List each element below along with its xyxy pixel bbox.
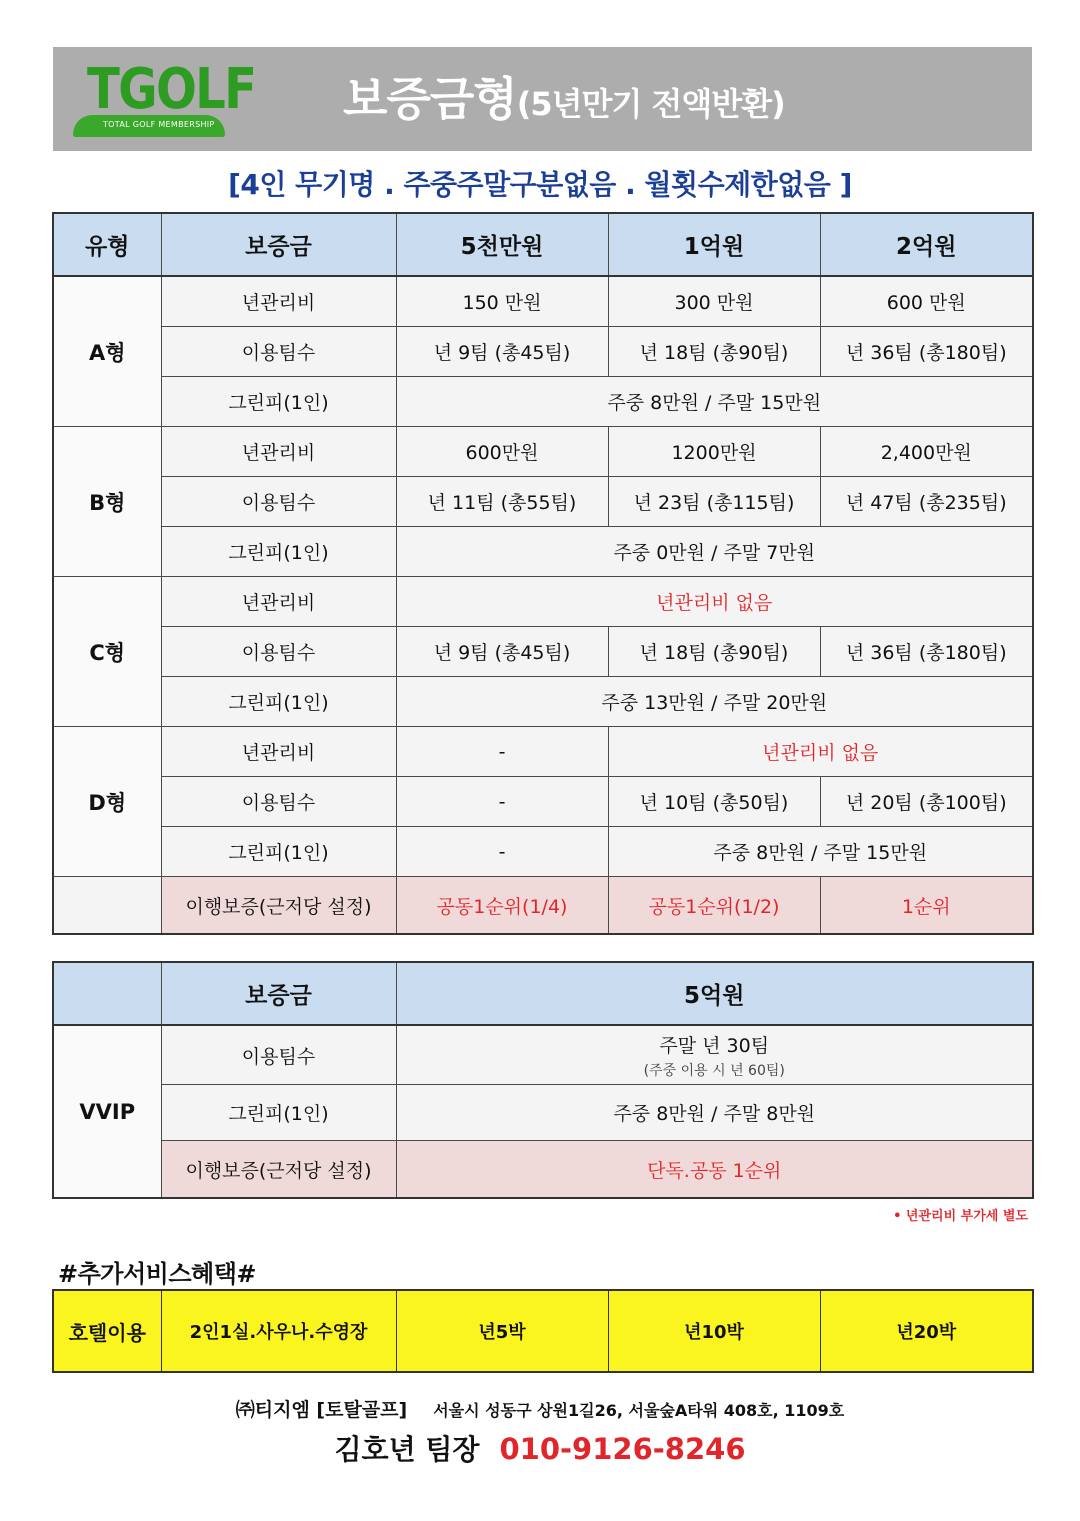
row-label: 이용팀수	[161, 777, 396, 827]
row-label: 이용팀수	[161, 327, 396, 377]
company-name: ㈜티지엠 [토탈골프]	[235, 1399, 408, 1421]
table-row	[53, 477, 1033, 527]
row-label: 년관리비	[161, 276, 396, 327]
page-title-main: 보증금형	[343, 72, 517, 126]
guarantee-cell: 공동1순위(1/2)	[608, 877, 820, 935]
table-cell: 주중 13만원 / 주말 20만원	[396, 677, 1033, 727]
table-cell: 600 만원	[820, 276, 1033, 327]
table-cell: 년 18팀 (총90팀)	[608, 327, 820, 377]
row-label: 그린피(1인)	[161, 827, 396, 877]
hotel-table	[52, 1289, 1034, 1373]
hotel-detail: 2인1실.사우나.수영장	[161, 1290, 396, 1372]
table-cell: 2,400만원	[820, 427, 1033, 477]
table-cell: 년 20팀 (총100팀)	[820, 777, 1033, 827]
hotel-nights: 년20박	[820, 1290, 1033, 1372]
type-cell-b: B형	[53, 427, 161, 577]
row-label: 이행보증(근저당 설정)	[161, 1141, 396, 1199]
table-cell: 150 만원	[396, 276, 608, 327]
table-cell: 600만원	[396, 427, 608, 477]
contact-name: 김호년 팀장	[334, 1433, 480, 1466]
logo-text: TGOLF	[87, 57, 256, 122]
header-banner	[53, 47, 1032, 151]
guarantee-cell: 단독.공동 1순위	[396, 1141, 1033, 1199]
no-fee-note: 년관리비 없음	[608, 727, 1033, 777]
table-cell: 주중 8만원 / 주말 15만원	[396, 377, 1033, 427]
col-header-100m: 1억원	[608, 213, 820, 276]
row-label: 그린피(1인)	[161, 527, 396, 577]
table-cell: 주중 0만원 / 주말 7만원	[396, 527, 1033, 577]
table-row	[53, 677, 1033, 727]
hotel-nights: 년5박	[396, 1290, 608, 1372]
row-label: 이용팀수	[161, 477, 396, 527]
row-label: 이행보증(근저당 설정)	[161, 877, 396, 935]
col-header-deposit: 보증금	[161, 962, 396, 1025]
type-cell-c: C형	[53, 577, 161, 727]
table-row	[53, 1085, 1033, 1141]
vvip-teams: 주말 년 30팀	[659, 1034, 770, 1057]
table-row	[53, 377, 1033, 427]
table-header-row	[53, 213, 1033, 276]
company-address: 서울시 성동구 상원1길26, 서울숲A타워 408호, 1109호	[433, 1401, 845, 1420]
table-cell: 년 36팀 (총180팀)	[820, 327, 1033, 377]
phone-number[interactable]: 010-9126-8246	[499, 1432, 746, 1466]
table-row	[53, 276, 1033, 327]
row-label: 이용팀수	[161, 1025, 396, 1085]
row-label: 그린피(1인)	[161, 677, 396, 727]
type-cell-d: D형	[53, 727, 161, 877]
table-row	[53, 427, 1033, 477]
table-row	[53, 527, 1033, 577]
table-cell: 년 9팀 (총45팀)	[396, 627, 608, 677]
table-row	[53, 827, 1033, 877]
table-cell: 주중 8만원 / 주말 8만원	[396, 1085, 1033, 1141]
table-row	[53, 1290, 1033, 1372]
guarantee-row	[53, 877, 1033, 935]
table-row	[53, 327, 1033, 377]
table-cell	[396, 1025, 1033, 1085]
row-label: 년관리비	[161, 577, 396, 627]
col-header-50m: 5천만원	[396, 213, 608, 276]
no-fee-note: 년관리비 없음	[396, 577, 1033, 627]
table-cell: 년 10팀 (총50팀)	[608, 777, 820, 827]
row-label: 년관리비	[161, 427, 396, 477]
page-title	[343, 69, 785, 134]
table-header-row	[53, 962, 1033, 1025]
table-cell: 년 36팀 (총180팀)	[820, 627, 1033, 677]
table-row	[53, 1025, 1033, 1085]
table-cell: 300 만원	[608, 276, 820, 327]
table-row	[53, 627, 1033, 677]
row-label: 이용팀수	[161, 627, 396, 677]
row-label: 년관리비	[161, 727, 396, 777]
table-cell: 년 11팀 (총55팀)	[396, 477, 608, 527]
table-cell: 년 9팀 (총45팀)	[396, 327, 608, 377]
tagline: [4인 무기명 . 주중주말구분없음 . 월횟수제한없음 ]	[228, 168, 852, 201]
row-label: 그린피(1인)	[161, 377, 396, 427]
footer-contact-line	[0, 1428, 1080, 1468]
logo-subtitle: TOTAL GOLF MEMBERSHIP	[103, 120, 215, 129]
table-cell: 년 47팀 (총235팀)	[820, 477, 1033, 527]
guarantee-cell: 공동1순위(1/4)	[396, 877, 608, 935]
guarantee-row	[53, 1141, 1033, 1199]
vvip-teams-note: (주중 이용 시 년 60팀)	[643, 1062, 785, 1079]
type-cell-a: A형	[53, 276, 161, 427]
table-cell: 1200만원	[608, 427, 820, 477]
col-header-empty	[53, 962, 161, 1025]
table-cell: -	[396, 777, 608, 827]
extra-services-title: #추가서비스혜택#	[58, 1260, 257, 1288]
table-row	[53, 727, 1033, 777]
guarantee-cell: 1순위	[820, 877, 1033, 935]
col-header-deposit: 보증금	[161, 213, 396, 276]
tgolf-logo	[73, 53, 256, 143]
table-cell: 주중 8만원 / 주말 15만원	[608, 827, 1033, 877]
vat-note: • 년관리비 부가세 별도	[893, 1209, 1028, 1224]
hotel-nights: 년10박	[608, 1290, 820, 1372]
table-cell: 년 18팀 (총90팀)	[608, 627, 820, 677]
table-row	[53, 777, 1033, 827]
table-cell: -	[396, 827, 608, 877]
col-header-500m: 5억원	[396, 962, 1033, 1025]
type-cell-vvip: VVIP	[53, 1025, 161, 1198]
page-title-sub: (5년만기 전액반환)	[516, 85, 785, 123]
hotel-label: 호텔이용	[53, 1290, 161, 1372]
blank-cell	[53, 877, 161, 935]
table-cell: -	[396, 727, 608, 777]
footer-company-line	[0, 1395, 1080, 1422]
col-header-type: 유형	[53, 213, 161, 276]
deposit-table	[52, 212, 1034, 935]
row-label: 그린피(1인)	[161, 1085, 396, 1141]
vvip-table	[52, 961, 1034, 1199]
col-header-200m: 2억원	[820, 213, 1033, 276]
table-cell: 년 23팀 (총115팀)	[608, 477, 820, 527]
table-row	[53, 577, 1033, 627]
